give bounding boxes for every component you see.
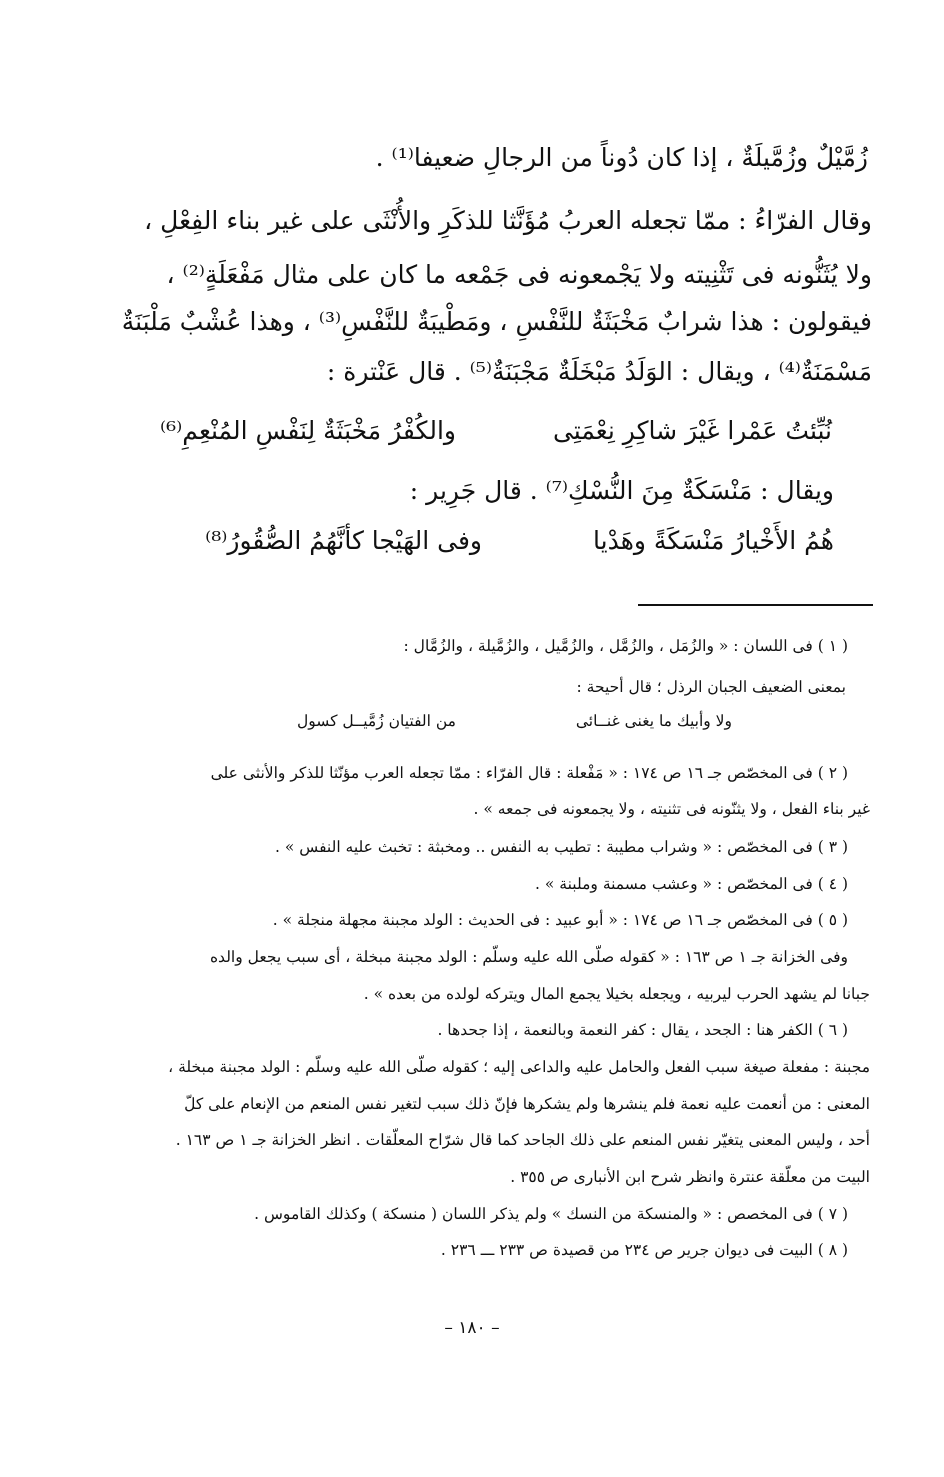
footnote-6-line-5: البيت من معلّقة عنترة وانظر شرح ابن الأنبارى ص ٣٥٥ . — [510, 1168, 870, 1186]
verse-1-first-hemistich: نُبِّئتُ عَمْرا غَيْرَ شاكِرِ نِعْمَتِى — [552, 416, 832, 445]
footnote-6-line-1: ( ٦ ) الكفر هنا : الجحد ، يقال : كفر النعمة وبالنعمة ، إذا جحدها . — [437, 1021, 848, 1039]
main-text-line-6: ويقال : مَنْسَكَةٌ مِنَ النُّسْكِ⁽⁷⁾ . قال جَرِير : — [409, 476, 834, 505]
footnote-7: ( ٧ ) فى المخصص : « والمنسكة من النسك » ولم يذكر اللسان ( منسكة ) وكذلك القاموس . — [254, 1205, 848, 1223]
main-text-line-4: فيقولون : هذا شرابٌ مَخْبَثَةٌ للنَّفْسِ ، ومَطْيبَةٌ للنَّفْسِ⁽³⁾ ، وهذا عُشْبٌ مَلْبَنَةٌ — [121, 307, 872, 336]
main-text-line-2: وقال الفرّاءُ : ممّا تجعله العربُ مُؤَنَّثا للذكَرِ والأُنْثَى على غير بناء الفِعْلِ ، — [144, 206, 872, 235]
footnote-4: ( ٤ ) فى المخصّص : « وعشب مسمنة وملبنة » . — [535, 875, 848, 893]
verse-2-first-hemistich: هُمُ الأَخْيارُ مَنْسَكَةً وهَدْيا — [593, 526, 834, 555]
footnote-2-line-1: ( ٢ ) فى المخصّص جـ ١٦ ص ١٧٤ : « مَفْعلة : قال الفرّاء : ممّا تجعله العرب مؤنّثا للذكر والأنثى على — [210, 764, 848, 782]
footnote-5-line-3: جبانا لم يشهد الحرب ليربيه ، ويجعله بخيلا يجمع المال ويتركه لولده من بعده » . — [363, 985, 870, 1003]
footnote-6-line-2: مجبنة : مفعلة صيغة سبب الفعل والحامل عليه والداعى إليه ؛ كقوله صلّى الله عليه وسلّم : الولد مجبنة مبخلة ، — [168, 1058, 870, 1076]
main-text-line-3: ولا يُثَنُّونه فى تَثْنِيته ولا يَجْمعونه فى جَمْعه ما كان على مثال مَفْعَلَةٍ⁽²⁾ ، — [166, 260, 872, 289]
verse-1-second-hemistich: والكُفْرُ مَخْبَثَةٌ لِنَفْسِ المُنْعِمِ⁽⁶⁾ — [160, 416, 456, 445]
footnote-2-line-2: غير بناء الفعل ، ولا يثنّونه فى تثنيته ، ولا يجمعونه فى جمعه » . — [473, 800, 870, 818]
footnote-3: ( ٣ ) فى المخصّص : « وشراب مطيبة : تطيب به النفس .. ومخبثة : تخبث عليه النفس » . — [275, 838, 848, 856]
footnote-separator — [638, 604, 873, 606]
footnote-6-line-3: المعنى : من أنعمت عليه نعمة فلم ينشرها ولم يشكرها فإنّ ذلك سبب لتغير نفس المنعم من الإنعام على كلّ — [184, 1095, 870, 1113]
verse-2-second-hemistich: وفى الهَيْجا كأنَّهُمُ الصُّقُورُ⁽⁸⁾ — [205, 526, 482, 555]
footnote-6-line-4: أحد ، وليس المعنى يتغيّر نفس المنعم على ذلك الجاحد كما قال شرّاح المعلّقات . انظر الخزانة جـ ١ ص ١٦٣ . — [175, 1131, 870, 1149]
page-number: – ١٨٠ – — [444, 1318, 500, 1338]
main-text-line-1: زُمَّيْلٌ وزُمَّيلَةٌ ، إذا كان دُوناً من الرجالِ ضعيفا⁽¹⁾ . — [375, 143, 868, 172]
footnote-5-line-2: وفى الخزانة جـ ١ ص ١٦٣ : « كقوله صلّى الله عليه وسلّم : الولد مجبنة مبخلة ، أى سبب يجعل والده — [209, 948, 848, 966]
footnote-1-line-2: بمعنى الضعيف الجبان الرذل ؛ قال أحيحة : — [576, 678, 846, 696]
footnote-1-verse-left: من الفتيان زُمَّيــل كسول — [297, 712, 456, 730]
footnote-1-verse-right: ولا وأبيك ما يغنى غنــائى — [575, 712, 732, 730]
footnote-8: ( ٨ ) البيت فى ديوان جرير ص ٢٣٤ من قصيدة ص ٢٣٣ ـــ ٢٣٦ . — [440, 1241, 848, 1259]
main-text-line-5: مَسْمَنَةٌ⁽⁴⁾ ، ويقال : الوَلَدُ مَبْخَلَةٌ مَجْبَنَةٌ⁽⁵⁾ . قال عَنْترة : — [326, 357, 872, 386]
footnote-5-line-1: ( ٥ ) فى المخصّص جـ ١٦ ص ١٧٤ : « أبو عبيد : فى الحديث : الولد مجبنة مجهلة منجلة » . — [272, 911, 848, 929]
footnote-1-line-1: ( ١ ) فى اللسان : « والزُمَل ، والزُمَّل ، والزُمَّيل ، والزُمَّيلة ، والزُمَّال : — [403, 637, 848, 655]
